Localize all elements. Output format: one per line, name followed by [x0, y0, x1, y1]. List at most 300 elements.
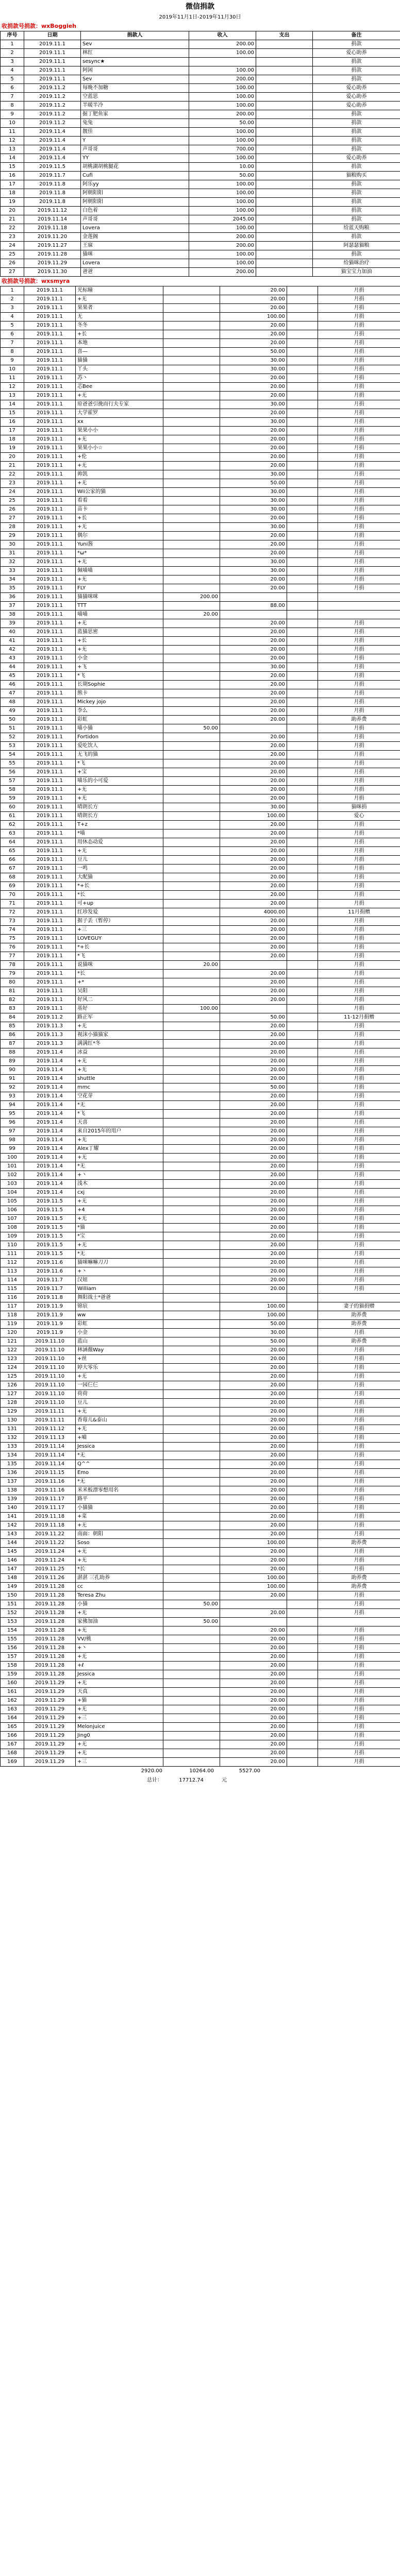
table-cell: 20.00 [220, 1118, 287, 1127]
table-cell: 146 [1, 1556, 24, 1565]
table-cell [163, 1101, 220, 1110]
table-cell: 助养费 [318, 1311, 400, 1320]
table-cell: 月捐 [318, 873, 400, 882]
table-cell: 助养费 [318, 1539, 400, 1548]
table-cell: 月捐 [318, 996, 400, 1005]
table-cell: 月捐 [318, 1040, 400, 1048]
table-cell: 34 [1, 575, 24, 584]
table-cell: 11 [1, 128, 24, 137]
table-cell: 彩虹 [76, 1320, 163, 1329]
table-cell: 2019.11.1 [24, 952, 76, 961]
table-row [1, 1539, 400, 1548]
table-cell: 20.00 [220, 1662, 287, 1670]
table-cell: +丶 [76, 1644, 163, 1653]
table-row [1, 865, 400, 873]
table-row [1, 259, 400, 268]
table-cell: 2019.11.18 [24, 224, 81, 233]
table-cell: *无 [76, 1101, 163, 1110]
table-cell [256, 110, 313, 119]
table-cell: +无 [76, 1740, 163, 1749]
table-cell: 161 [1, 1688, 24, 1697]
table-cell: 月捐 [318, 540, 400, 549]
table-cell: 月捐 [318, 1723, 400, 1732]
table-row [1, 654, 400, 663]
table-cell: 20.00 [220, 435, 287, 444]
table-row [1, 409, 400, 418]
table-cell: 26 [1, 505, 24, 514]
table-cell: 2019.11.1 [24, 865, 76, 873]
table-cell: 2019.11.5 [24, 1224, 76, 1232]
table-cell [163, 602, 220, 611]
table-cell [287, 1241, 318, 1250]
table-row [1, 1241, 400, 1250]
table-cell [287, 418, 318, 427]
table-cell: 2045.00 [189, 215, 256, 224]
table-cell: 月捐 [318, 707, 400, 716]
table-cell: 20.00 [220, 1162, 287, 1171]
table-cell: 20.00 [220, 1495, 287, 1504]
table-cell [287, 1171, 318, 1180]
table-cell [163, 435, 220, 444]
table-cell [287, 926, 318, 935]
table-cell: 林涵薇Way [76, 1346, 163, 1355]
table-cell: 月捐 [318, 1110, 400, 1118]
table-cell [163, 768, 220, 777]
table-row [1, 304, 400, 313]
table-cell [163, 1136, 220, 1145]
table-cell: 30.00 [220, 1329, 287, 1337]
table-cell: 月捐 [318, 1530, 400, 1539]
table-row [1, 1390, 400, 1399]
table-cell: 月捐 [318, 759, 400, 768]
table-cell [318, 1294, 400, 1302]
table-cell: 19 [1, 444, 24, 453]
table-cell [287, 716, 318, 724]
table-cell: 月捐 [318, 1048, 400, 1057]
table-cell [163, 996, 220, 1005]
table-cell: 20.00 [220, 330, 287, 339]
table-row [1, 1320, 400, 1329]
table-cell [287, 1758, 318, 1767]
table-cell: 月捐 [318, 1662, 400, 1670]
table-cell: 136 [1, 1469, 24, 1478]
table-row [1, 716, 400, 724]
table-cell: 舞阳战士*爸爸 [76, 1294, 163, 1302]
table-cell [163, 1197, 220, 1206]
table-cell [287, 488, 318, 497]
table-cell: 2019.11.9 [24, 1311, 76, 1320]
table-cell: 50 [1, 716, 24, 724]
table-cell [163, 295, 220, 304]
table-cell: Fortidon [76, 733, 163, 742]
table-row [1, 637, 400, 646]
table-cell: 月捐 [318, 357, 400, 365]
table-cell: 2019.11.1 [24, 1005, 76, 1013]
table-cell: 月捐 [318, 1556, 400, 1565]
table-cell [163, 952, 220, 961]
table-row [1, 1092, 400, 1101]
table-cell [163, 1057, 220, 1066]
table-cell: 2019.11.26 [24, 1574, 76, 1583]
table-cell [287, 514, 318, 523]
table-cell: 2019.11.1 [24, 470, 76, 479]
table-cell [256, 49, 313, 58]
table-cell: 200.00 [189, 242, 256, 250]
table-cell: 月捐 [318, 970, 400, 978]
table-cell: 23 [1, 233, 24, 242]
table-row [1, 584, 400, 593]
table-cell: *飞 [76, 759, 163, 768]
table-cell [287, 952, 318, 961]
table-cell: 路平 [76, 1495, 163, 1504]
table-cell: 76 [1, 943, 24, 952]
table-cell: 每晚不加糖 [81, 84, 189, 93]
table-cell: 154 [1, 1626, 24, 1635]
table-cell [287, 1723, 318, 1732]
table-cell: 月捐 [318, 1206, 400, 1215]
table-cell: 2019.11.29 [24, 1679, 76, 1688]
table-cell [163, 786, 220, 794]
table-cell [287, 1425, 318, 1434]
table-cell [163, 575, 220, 584]
table-cell: cc [76, 1583, 163, 1591]
table-cell: +无 [76, 847, 163, 856]
table-row [1, 1583, 400, 1591]
table-cell: 22 [1, 470, 24, 479]
table-cell [163, 1346, 220, 1355]
table-cell [163, 777, 220, 786]
table-cell: 爸爸 [81, 268, 189, 277]
table-cell: 2 [1, 49, 24, 58]
table-cell [256, 58, 313, 66]
table-cell [287, 1635, 318, 1644]
table-cell [163, 462, 220, 470]
table-cell: 月捐 [318, 1486, 400, 1495]
table-cell [287, 1644, 318, 1653]
table-cell [163, 1189, 220, 1197]
table-cell [287, 1486, 318, 1495]
table-cell: 78 [1, 961, 24, 970]
table-cell [163, 1302, 220, 1311]
table-cell: 20.00 [220, 698, 287, 707]
table-cell: 20.00 [220, 1635, 287, 1644]
table-cell: 150 [1, 1591, 24, 1600]
table-cell: 20.00 [220, 540, 287, 549]
table-row [1, 1267, 400, 1276]
table-row [1, 365, 400, 374]
table-cell [287, 1162, 318, 1171]
table-cell: 2019.11.1 [24, 733, 76, 742]
table-cell [287, 891, 318, 900]
table-cell: 爱心助养 [313, 101, 400, 110]
table-row [1, 1057, 400, 1066]
table-cell: 2019.11.29 [24, 1740, 76, 1749]
table-cell: 20.00 [220, 654, 287, 663]
table-cell [163, 584, 220, 593]
table-cell: 晴朗长方 [76, 812, 163, 821]
table-cell [287, 1521, 318, 1530]
table-cell: 熊卡 [76, 689, 163, 698]
table-cell: 17 [1, 180, 24, 189]
table-cell: 20.00 [220, 917, 287, 926]
table-cell [256, 180, 313, 189]
table-cell [287, 339, 318, 348]
table-cell [287, 1740, 318, 1749]
table-cell [287, 865, 318, 873]
table-cell [256, 119, 313, 128]
table-cell: +丶 [76, 1267, 163, 1276]
section-a-table [0, 31, 400, 277]
table-cell: 月捐 [318, 1697, 400, 1705]
table-cell: 2019.11.1 [24, 488, 76, 497]
table-row [1, 1513, 400, 1521]
table-cell [287, 777, 318, 786]
table-cell: 93 [1, 1092, 24, 1101]
table-cell: Alex丁耀 [76, 1145, 163, 1154]
table-cell: 2019.11.4 [24, 1110, 76, 1118]
table-cell [163, 1276, 220, 1285]
table-cell: 月捐 [318, 575, 400, 584]
table-cell [163, 1337, 220, 1346]
table-cell: 2019.11.28 [24, 1626, 76, 1635]
table-cell: William [76, 1285, 163, 1294]
table-cell: 月捐 [318, 742, 400, 751]
section-a-rows [1, 40, 400, 277]
table-cell: 145 [1, 1548, 24, 1556]
table-row [1, 1232, 400, 1241]
table-cell: 月捐 [318, 1022, 400, 1031]
table-cell: 好风二 [76, 996, 163, 1005]
table-cell: 月捐 [318, 1066, 400, 1075]
table-row [1, 1154, 400, 1162]
table-cell [287, 593, 318, 602]
table-cell: 2019.11.1 [24, 418, 76, 427]
table-cell: 2019.11.1 [24, 628, 76, 637]
table-cell: cxj [76, 1189, 163, 1197]
table-cell: 香莓儿&泰山 [76, 1416, 163, 1425]
table-cell: 20.00 [220, 1714, 287, 1723]
table-cell [163, 1539, 220, 1548]
table-cell: 100.00 [189, 49, 256, 58]
table-cell: 20.00 [220, 286, 287, 295]
table-cell [287, 295, 318, 304]
table-cell: 20.00 [220, 1066, 287, 1075]
table-cell: 2019.11.1 [24, 891, 76, 900]
table-cell: 20.00 [220, 1548, 287, 1556]
table-row [1, 1197, 400, 1206]
table-cell: 3 [1, 304, 24, 313]
table-cell: 63 [1, 829, 24, 838]
table-cell: 20.00 [220, 681, 287, 689]
table-cell: 月捐 [318, 1267, 400, 1276]
table-cell: 2019.11.1 [24, 444, 76, 453]
table-cell: 84 [1, 1013, 24, 1022]
table-cell: 2019.11.17 [24, 1504, 76, 1513]
table-cell [287, 1083, 318, 1092]
table-cell [163, 926, 220, 935]
table-cell: +无 [76, 1057, 163, 1066]
table-cell: 20.00 [220, 1443, 287, 1451]
table-cell: 喵小猫 [76, 724, 163, 733]
table-cell: xx [76, 418, 163, 427]
table-cell: 月捐 [318, 1653, 400, 1662]
table-cell: 妻子的猫捐赠 [318, 1302, 400, 1311]
table-cell [287, 1591, 318, 1600]
table-row [1, 444, 400, 453]
table-cell: 13 [1, 145, 24, 154]
table-cell: 喜— [76, 348, 163, 357]
table-cell: 89 [1, 1057, 24, 1066]
table-cell [287, 1092, 318, 1101]
table-row [1, 1127, 400, 1136]
table-cell: 100.00 [220, 1574, 287, 1583]
table-cell: 2019.11.28 [24, 1600, 76, 1609]
table-cell: 月捐 [318, 786, 400, 794]
table-cell [163, 313, 220, 321]
table-cell: Y [81, 137, 189, 145]
table-cell: 帅凯 [76, 470, 163, 479]
table-cell: 112 [1, 1259, 24, 1267]
table-cell: 33 [1, 567, 24, 575]
table-cell [287, 497, 318, 505]
table-cell: +无 [76, 1609, 163, 1618]
table-row [1, 970, 400, 978]
table-cell: +无 [76, 1653, 163, 1662]
table-cell [163, 1075, 220, 1083]
table-row [1, 1504, 400, 1513]
table-cell: 2019.11.1 [24, 970, 76, 978]
table-cell: 25 [1, 497, 24, 505]
table-cell: 2019.11.1 [24, 821, 76, 829]
table-cell [287, 1495, 318, 1504]
table-cell: Sev [81, 40, 189, 49]
table-cell: 冬冬 [76, 321, 163, 330]
table-cell: 月捐 [318, 1346, 400, 1355]
table-cell [163, 1723, 220, 1732]
table-cell: Wii公家的猫 [76, 488, 163, 497]
col-header-expense: 支出 [256, 31, 313, 40]
table-cell: 52 [1, 733, 24, 742]
table-cell: 月捐 [318, 514, 400, 523]
table-cell: 王寐 [81, 242, 189, 250]
table-cell: 11-12月捐赠 [318, 1013, 400, 1022]
table-cell: 猫咪捐 [318, 803, 400, 812]
table-cell: 28 [1, 523, 24, 532]
table-cell [163, 1127, 220, 1136]
table-cell [163, 1399, 220, 1408]
table-cell: Jing0 [76, 1732, 163, 1740]
table-cell [163, 829, 220, 838]
table-cell [163, 549, 220, 558]
table-cell: 100.00 [189, 84, 256, 93]
table-cell: 2019.11.1 [24, 348, 76, 357]
table-cell: 月捐 [318, 304, 400, 313]
table-cell: 月捐 [318, 1381, 400, 1390]
table-cell: 158 [1, 1662, 24, 1670]
table-cell: 92 [1, 1083, 24, 1092]
table-cell: 2019.11.5 [24, 163, 81, 172]
table-cell: 2019.11.14 [24, 215, 81, 224]
table-row [1, 383, 400, 392]
table-cell: FLY [76, 584, 163, 593]
table-cell: 68 [1, 873, 24, 882]
table-cell: 1 [1, 40, 24, 49]
table-cell: +三 [76, 1758, 163, 1767]
table-cell: 月捐 [318, 1513, 400, 1521]
table-cell: 2019.11.28 [24, 1670, 76, 1679]
table-cell: 月捐 [318, 488, 400, 497]
table-cell [163, 628, 220, 637]
table-row [1, 93, 400, 101]
table-cell [287, 759, 318, 768]
table-cell [287, 768, 318, 777]
table-cell: 月捐 [318, 1521, 400, 1530]
table-cell: shuttle [76, 1075, 163, 1083]
table-row [1, 154, 400, 163]
table-cell: 20.00 [220, 1057, 287, 1066]
table-cell: 7 [1, 339, 24, 348]
table-cell: 20.00 [220, 1241, 287, 1250]
table-cell: 阿朝阳阳 [81, 189, 189, 198]
table-cell: 2019.11.28 [24, 1583, 76, 1591]
table-cell: 14 [1, 400, 24, 409]
table-cell: 2019.11.1 [24, 66, 81, 75]
table-cell [287, 348, 318, 357]
table-cell [163, 418, 220, 427]
table-cell [287, 786, 318, 794]
table-cell: 捐款 [313, 207, 400, 215]
table-row [1, 549, 400, 558]
table-cell: 靓佳 [81, 128, 189, 137]
table-row [1, 961, 400, 970]
table-cell: 49 [1, 707, 24, 716]
table-cell: 2019.11.4 [24, 1057, 76, 1066]
table-row [1, 1679, 400, 1688]
table-cell [287, 1075, 318, 1083]
table-cell: 144 [1, 1539, 24, 1548]
table-cell [163, 1469, 220, 1478]
table-cell [163, 917, 220, 926]
table-cell: 100.00 [189, 101, 256, 110]
table-cell [256, 137, 313, 145]
table-row [1, 374, 400, 383]
table-cell: 87 [1, 1040, 24, 1048]
table-cell: 100.00 [220, 1583, 287, 1591]
sum-c: 5527.00 [239, 1768, 260, 1774]
table-row [1, 453, 400, 462]
table-cell: 捐款 [313, 250, 400, 259]
table-cell: 130 [1, 1416, 24, 1425]
table-cell: 月捐 [318, 1136, 400, 1145]
table-cell: Teresa Zhu [76, 1591, 163, 1600]
table-cell: 147 [1, 1565, 24, 1574]
table-cell: 2019.11.27 [24, 242, 81, 250]
table-cell: 浅木 [76, 1180, 163, 1189]
table-cell [287, 1530, 318, 1539]
table-cell: 20.00 [163, 961, 220, 970]
table-cell: 2019.11.28 [24, 1635, 76, 1644]
table-cell: 月捐 [318, 917, 400, 926]
table-cell: +飞 [76, 663, 163, 672]
table-cell: 20.00 [220, 1215, 287, 1224]
table-cell [287, 1469, 318, 1478]
table-cell [287, 1451, 318, 1460]
table-cell [256, 163, 313, 172]
table-cell: 62 [1, 821, 24, 829]
table-cell: 锦宸 [76, 1302, 163, 1311]
table-cell: 2019.11.1 [24, 593, 76, 602]
table-row [1, 742, 400, 751]
